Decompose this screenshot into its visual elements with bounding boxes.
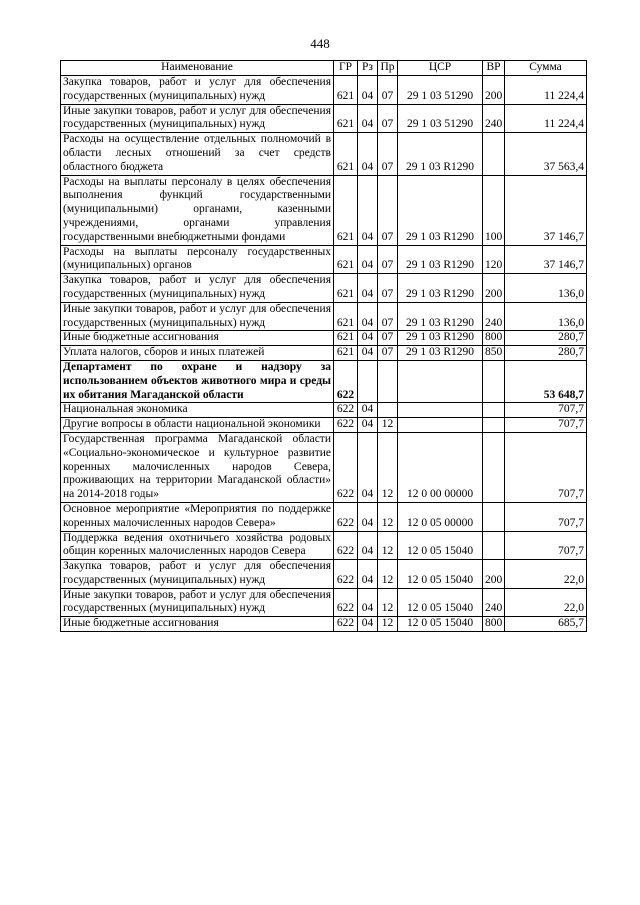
cell-sum: 37 146,7 bbox=[505, 245, 587, 274]
cell-name: Национальная экономика bbox=[61, 403, 334, 418]
cell-name: Государственная программа Магаданской области «Социально-экономическое и культурное развитие коренных малочисленных народов Севера, проживающих на территории Магаданской области» на 2014-2018 годы» bbox=[61, 432, 334, 502]
cell-vr: 240 bbox=[483, 588, 505, 617]
cell-rz: 04 bbox=[358, 104, 378, 133]
table-row bbox=[61, 418, 587, 433]
cell-pr: 07 bbox=[378, 76, 398, 105]
cell-vr bbox=[483, 502, 505, 531]
cell-vr bbox=[483, 403, 505, 418]
cell-sum: 136,0 bbox=[505, 302, 587, 331]
table-row bbox=[61, 274, 587, 303]
cell-csr: 12 0 00 00000 bbox=[398, 432, 483, 502]
table-row bbox=[61, 531, 587, 560]
cell-pr: 12 bbox=[378, 432, 398, 502]
cell-vr: 800 bbox=[483, 331, 505, 346]
cell-sum: 37 146,7 bbox=[505, 175, 587, 245]
cell-sum: 707,7 bbox=[505, 418, 587, 433]
table-row bbox=[61, 133, 587, 175]
cell-gr: 621 bbox=[334, 76, 358, 105]
cell-gr: 622 bbox=[334, 588, 358, 617]
cell-sum: 280,7 bbox=[505, 346, 587, 361]
cell-gr: 621 bbox=[334, 331, 358, 346]
cell-csr: 12 0 05 15040 bbox=[398, 531, 483, 560]
cell-pr: 07 bbox=[378, 331, 398, 346]
cell-name: Закупка товаров, работ и услуг для обеспечения государственных (муниципальных) нужд bbox=[61, 76, 334, 105]
cell-sum: 53 648,7 bbox=[505, 360, 587, 402]
cell-rz bbox=[358, 360, 378, 402]
page-number: 448 bbox=[310, 36, 330, 51]
cell-pr: 07 bbox=[378, 245, 398, 274]
cell-vr bbox=[483, 432, 505, 502]
cell-csr: 12 0 05 15040 bbox=[398, 617, 483, 632]
table-row bbox=[61, 560, 587, 589]
cell-gr: 622 bbox=[334, 432, 358, 502]
cell-csr: 29 1 03 R1290 bbox=[398, 274, 483, 303]
cell-gr: 621 bbox=[334, 245, 358, 274]
cell-vr: 800 bbox=[483, 617, 505, 632]
table-row bbox=[61, 245, 587, 274]
table-row bbox=[61, 331, 587, 346]
cell-sum: 37 563,4 bbox=[505, 133, 587, 175]
cell-rz: 04 bbox=[358, 502, 378, 531]
cell-vr bbox=[483, 133, 505, 175]
table-row bbox=[61, 346, 587, 361]
cell-vr: 240 bbox=[483, 302, 505, 331]
cell-rz: 04 bbox=[358, 133, 378, 175]
cell-name: Иные закупки товаров, работ и услуг для обеспечения государственных (муниципальных) нужд bbox=[61, 588, 334, 617]
header-vr: ВР bbox=[483, 61, 505, 76]
table-row bbox=[61, 104, 587, 133]
cell-sum: 22,0 bbox=[505, 588, 587, 617]
cell-gr: 622 bbox=[334, 560, 358, 589]
cell-pr: 12 bbox=[378, 418, 398, 433]
cell-name: Расходы на выплаты персоналу в целях обеспечения выполнения функций государственными (муниципальными) органами, казенными учреждениями, органами управления государственными внебюджетными фондами bbox=[61, 175, 334, 245]
cell-pr: 12 bbox=[378, 531, 398, 560]
cell-csr bbox=[398, 403, 483, 418]
cell-csr: 29 1 03 R1290 bbox=[398, 346, 483, 361]
cell-rz: 04 bbox=[358, 302, 378, 331]
cell-sum: 22,0 bbox=[505, 560, 587, 589]
cell-csr: 29 1 03 R1290 bbox=[398, 175, 483, 245]
header-csr: ЦСР bbox=[398, 61, 483, 76]
cell-csr: 29 1 03 51290 bbox=[398, 104, 483, 133]
cell-rz: 04 bbox=[358, 245, 378, 274]
table-row bbox=[61, 588, 587, 617]
cell-vr bbox=[483, 360, 505, 402]
cell-vr: 120 bbox=[483, 245, 505, 274]
cell-csr: 12 0 05 15040 bbox=[398, 588, 483, 617]
cell-sum: 11 224,4 bbox=[505, 76, 587, 105]
cell-csr: 29 1 03 R1290 bbox=[398, 133, 483, 175]
cell-sum: 11 224,4 bbox=[505, 104, 587, 133]
cell-sum: 707,7 bbox=[505, 531, 587, 560]
cell-name: Закупка товаров, работ и услуг для обеспечения государственных (муниципальных) нужд bbox=[61, 560, 334, 589]
cell-pr: 12 bbox=[378, 560, 398, 589]
cell-name: Иные закупки товаров, работ и услуг для обеспечения государственных (муниципальных) нужд bbox=[61, 302, 334, 331]
cell-pr bbox=[378, 360, 398, 402]
header-pr: Пр bbox=[378, 61, 398, 76]
cell-gr: 622 bbox=[334, 617, 358, 632]
cell-name: Расходы на осуществление отдельных полномочий в области лесных отношений за счет средств областного бюджета bbox=[61, 133, 334, 175]
cell-name: Иные закупки товаров, работ и услуг для обеспечения государственных (муниципальных) нужд bbox=[61, 104, 334, 133]
cell-vr: 200 bbox=[483, 274, 505, 303]
cell-vr: 100 bbox=[483, 175, 505, 245]
cell-gr: 621 bbox=[334, 133, 358, 175]
cell-gr: 621 bbox=[334, 302, 358, 331]
cell-rz: 04 bbox=[358, 531, 378, 560]
cell-name: Иные бюджетные ассигнования bbox=[61, 617, 334, 632]
table-row bbox=[61, 403, 587, 418]
cell-sum: 685,7 bbox=[505, 617, 587, 632]
cell-name: Департамент по охране и надзору за использованием объектов животного мира и среды их обитания Магаданской области bbox=[61, 360, 334, 402]
table-row bbox=[61, 360, 587, 402]
cell-vr: 850 bbox=[483, 346, 505, 361]
cell-vr: 200 bbox=[483, 560, 505, 589]
header-sum: Сумма bbox=[505, 61, 587, 76]
table-row bbox=[61, 302, 587, 331]
cell-name: Другие вопросы в области национальной экономики bbox=[61, 418, 334, 433]
cell-rz: 04 bbox=[358, 76, 378, 105]
cell-rz: 04 bbox=[358, 274, 378, 303]
cell-pr: 07 bbox=[378, 274, 398, 303]
cell-csr: 29 1 03 R1290 bbox=[398, 302, 483, 331]
cell-csr: 12 0 05 00000 bbox=[398, 502, 483, 531]
header-rz: Рз bbox=[358, 61, 378, 76]
cell-csr: 12 0 05 15040 bbox=[398, 560, 483, 589]
cell-name: Расходы на выплаты персоналу государственных (муниципальных) органов bbox=[61, 245, 334, 274]
table-row bbox=[61, 617, 587, 632]
cell-gr: 622 bbox=[334, 502, 358, 531]
header-gr: ГР bbox=[334, 61, 358, 76]
cell-gr: 621 bbox=[334, 175, 358, 245]
cell-rz: 04 bbox=[358, 346, 378, 361]
cell-pr: 07 bbox=[378, 133, 398, 175]
cell-csr: 29 1 03 R1290 bbox=[398, 245, 483, 274]
cell-rz: 04 bbox=[358, 418, 378, 433]
cell-rz: 04 bbox=[358, 432, 378, 502]
cell-vr: 240 bbox=[483, 104, 505, 133]
cell-vr: 200 bbox=[483, 76, 505, 105]
cell-gr: 622 bbox=[334, 403, 358, 418]
cell-sum: 707,7 bbox=[505, 403, 587, 418]
cell-rz: 04 bbox=[358, 617, 378, 632]
cell-rz: 04 bbox=[358, 588, 378, 617]
cell-gr: 621 bbox=[334, 274, 358, 303]
cell-sum: 136,0 bbox=[505, 274, 587, 303]
cell-pr: 07 bbox=[378, 346, 398, 361]
budget-table bbox=[60, 60, 587, 632]
cell-name: Основное мероприятие «Мероприятия по поддержке коренных малочисленных народов Севера» bbox=[61, 502, 334, 531]
cell-name: Иные бюджетные ассигнования bbox=[61, 331, 334, 346]
cell-rz: 04 bbox=[358, 403, 378, 418]
cell-name: Уплата налогов, сборов и иных платежей bbox=[61, 346, 334, 361]
cell-pr: 12 bbox=[378, 588, 398, 617]
table-row bbox=[61, 502, 587, 531]
header-name: Наименование bbox=[61, 61, 334, 76]
cell-pr: 12 bbox=[378, 617, 398, 632]
cell-name: Закупка товаров, работ и услуг для обеспечения государственных (муниципальных) нужд bbox=[61, 274, 334, 303]
cell-sum: 280,7 bbox=[505, 331, 587, 346]
cell-pr: 12 bbox=[378, 502, 398, 531]
cell-pr: 07 bbox=[378, 104, 398, 133]
cell-csr: 29 1 03 51290 bbox=[398, 76, 483, 105]
cell-rz: 04 bbox=[358, 560, 378, 589]
cell-gr: 621 bbox=[334, 346, 358, 361]
cell-rz: 04 bbox=[358, 175, 378, 245]
cell-csr bbox=[398, 418, 483, 433]
table-row bbox=[61, 76, 587, 105]
cell-pr: 07 bbox=[378, 302, 398, 331]
cell-gr: 621 bbox=[334, 104, 358, 133]
cell-vr bbox=[483, 418, 505, 433]
cell-sum: 707,7 bbox=[505, 502, 587, 531]
cell-csr: 29 1 03 R1290 bbox=[398, 331, 483, 346]
cell-rz: 04 bbox=[358, 331, 378, 346]
cell-pr bbox=[378, 403, 398, 418]
table-row bbox=[61, 432, 587, 502]
cell-name: Поддержка ведения охотничьего хозяйства родовых общин коренных малочисленных народов Севера bbox=[61, 531, 334, 560]
cell-gr: 622 bbox=[334, 418, 358, 433]
cell-vr bbox=[483, 531, 505, 560]
cell-sum: 707,7 bbox=[505, 432, 587, 502]
cell-gr: 622 bbox=[334, 531, 358, 560]
cell-gr: 622 bbox=[334, 360, 358, 402]
cell-pr: 07 bbox=[378, 175, 398, 245]
table-row bbox=[61, 175, 587, 245]
cell-csr bbox=[398, 360, 483, 402]
table-header-row bbox=[61, 61, 587, 76]
